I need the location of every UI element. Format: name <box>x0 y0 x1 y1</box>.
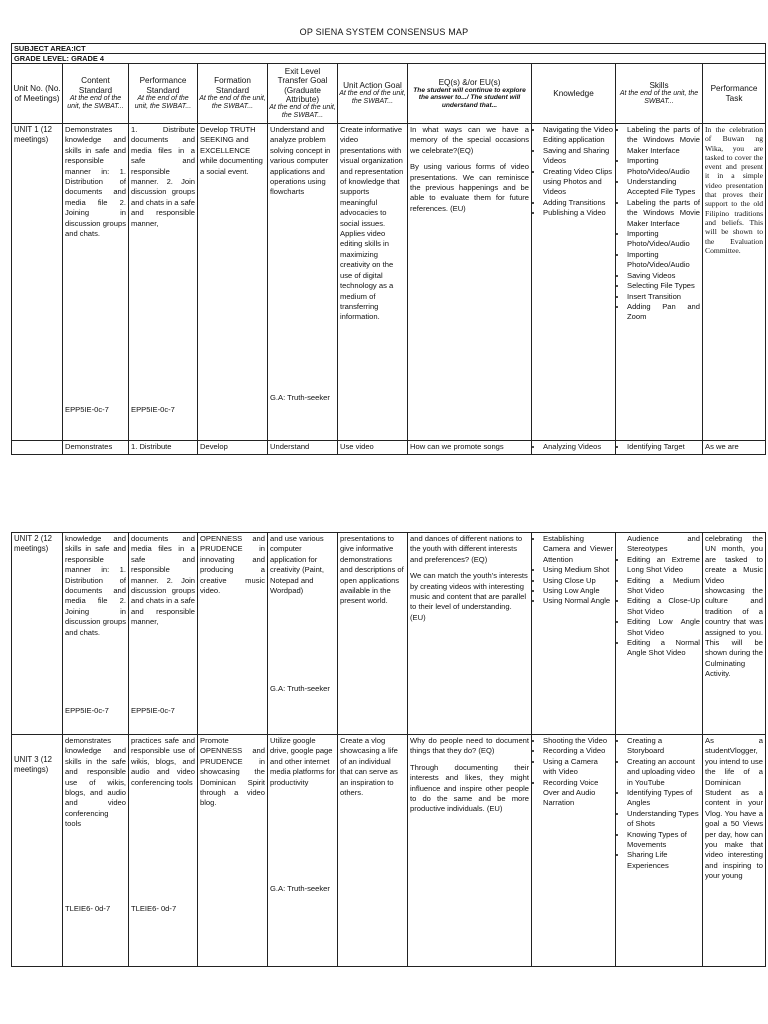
list-item: • Insert Transition <box>627 292 700 302</box>
document-title: OP SIENA SYSTEM CONSENSUS MAP <box>299 27 469 37</box>
list-item: • Using a Camera with Video <box>543 757 613 778</box>
table-row-unit-2-preview <box>12 441 766 455</box>
header-unit: Unit No. (No. of Meetings) <box>12 64 63 124</box>
list-item: • Recording a Video <box>543 746 613 756</box>
header-performance-task: Performance Task <box>703 64 766 124</box>
header-performance-standard: Performance Standard At the end of the unit, the SWBAT... <box>129 64 198 124</box>
unit-2-action-goal: presentations to give informative demonstrations and descriptions of open applications available in the present world. <box>338 533 408 735</box>
unit-2-preview-exit: Understand <box>268 441 338 455</box>
list-item: • Identifying Types of Angles <box>627 788 700 809</box>
unit-2-graduate-attribute: G.A: Truth-seeker <box>270 684 330 693</box>
list-item: • Labeling the parts of the Windows Movie Maker Interface <box>627 125 700 156</box>
list-item: • Editing a Close-Up Shot Video <box>627 596 700 617</box>
unit-2-preview-skills: • Identifying Target <box>616 441 703 455</box>
header-formation-standard: Formation Standard At the end of the unit, the SWBAT... <box>198 64 268 124</box>
unit-1-performance-task: In the celebration of Buwan ng Wika, you are tasked to cover the event and present it in a simple video presentation that proves their support to the old Filipino traditions and beliefs. This will be shown to the Evaluation Committee. <box>703 124 766 441</box>
unit-2-content-standard: knowledge and skills in safe and responsible manner in: 1. Distribution of documents and media file 2. Joining in discussion groups and chats. EPP5IE-0c-7 <box>63 533 129 735</box>
list-item: • Knowing Types of Movements <box>627 830 700 851</box>
unit-1-eq-eu: In what ways can we have a memory of the special occasions we celebrate?(EQ) By using various forms of video presentations. We can reminisce the previous happenings and be able to evaluate them for future references. (EU) <box>408 124 532 441</box>
list-item: • Editing Low Angle Shot Video <box>627 617 700 638</box>
list-item: • Sharing Life Experiences <box>627 850 700 871</box>
header-knowledge: Knowledge <box>532 64 616 124</box>
unit-2-formation-standard: OPENNESS and PRUDENCE in innovating and producing a creative music video. <box>198 533 268 735</box>
unit-3-graduate-attribute: G.A: Truth-seeker <box>270 884 330 893</box>
unit-2-preview-formation: Develop <box>198 441 268 455</box>
unit-2-performance-task: celebrating the UN month, you are tasked to create a Music Video showcasing the culture and tradition of a country that was assigned to you. This will be shown during the Culminating Activity. <box>703 533 766 735</box>
header-exit-level-goal: Exit Level Transfer Goal (Graduate Attribute) At the end of the unit, the SWBAT... <box>268 64 338 124</box>
unit-3-performance-standard: practices safe and responsible use of wikis, blogs, and audio and video conferencing tools TLEIE6- 0d-7 <box>129 735 198 967</box>
unit-2-content-code: EPP5IE-0c-7 <box>65 706 109 715</box>
list-item: • Creating an account and uploading video in YouTube <box>627 757 700 788</box>
list-item: • Saving Videos <box>627 271 700 281</box>
unit-1-exit-goal: Understand and analyze problem solving concept in various computer applications and operations using flowcharts G.A: Truth-seeker <box>268 124 338 441</box>
unit-1-content-standard: Demonstrates knowledge and skills in safe and responsible manner in: 1. Distribution of documents and media file 2. Joining in discussion groups and chats. EPP5IE-0c-7 <box>63 124 129 441</box>
unit-1-formation-standard: Develop TRUTH SEEKING and EXCELLENCE while documenting a social event. <box>198 124 268 441</box>
list-item: • Using Low Angle <box>543 586 613 596</box>
unit-2-preview-content: Demonstrates <box>63 441 129 455</box>
list-item: • Importing Photo/Video/Audio <box>627 229 700 250</box>
list-item: • Using Close Up <box>543 576 613 586</box>
unit-1-performance-code: EPP5IE-0c-7 <box>131 405 175 414</box>
consensus-map-page-2 <box>11 532 765 968</box>
unit-2-knowledge <box>532 533 616 735</box>
unit-2-preview-knowledge: • Analyzing Videos <box>532 441 616 455</box>
unit-1-graduate-attribute: G.A: Truth-seeker <box>270 393 330 402</box>
list-item: • Editing a Normal Angle Shot Video <box>627 638 700 659</box>
table-row-unit-3 <box>12 735 766 967</box>
unit-3-performance-code: TLEIE6- 0d-7 <box>131 904 177 913</box>
list-item: • Editing an Extreme Long Shot Video <box>627 555 700 576</box>
unit-2-skills: Audience and Stereotypes • Editing an Extreme Long Shot Video • Editing a Medium Shot Video • Editing a Close-Up Shot Video • Editing Low Angle Shot Video • Editing a Normal Angle Shot Video <box>616 533 703 735</box>
table-row-unit-2 <box>12 533 766 735</box>
list-item: • Adding Pan and Zoom <box>627 302 700 323</box>
unit-3-knowledge <box>532 735 616 967</box>
unit-1-action-goal: Create informative video presentations with visual organization and representation of knowledge that supports meaningful advocacies to social issues. Applies video editing skills in maximizing creativity on the use of digital technology as a medium of transferring information. <box>338 124 408 441</box>
list-item: • Labeling the parts of the Windows Movie Maker Interface <box>627 198 700 229</box>
unit-3-action-goal: Create a vlog showcasing a life of an individual that can serve as an inspiration to others. <box>338 735 408 967</box>
consensus-map-table-continued <box>11 532 766 967</box>
unit-2-performance-standard: documents and media files in a safe and responsible manner. 2. Join discussion groups and chats in a safe and responsible manner, EPP5IE-0c-7 <box>129 533 198 735</box>
unit-1-performance-standard: 1. Distribute documents and media files in a safe and responsible manner. 2. Join discussion groups and chats in a safe and responsible manner, EPP5IE-0c-7 <box>129 124 198 441</box>
unit-1-content-code: EPP5IE-0c-7 <box>65 405 109 414</box>
list-item: • Creating Video Clips using Photos and Videos <box>543 167 613 198</box>
table-row-unit-1 <box>12 124 766 441</box>
unit-2-preview-eq: How can we promote songs <box>408 441 532 455</box>
unit-3-performance-task: As a studentVlogger, you intend to use the life of a Dominican Student as a content in your Vlog. You have a goal a 50 Views per day, how can you make that video interesting and inspiring to your young <box>703 735 766 967</box>
subject-area: SUBJECT AREA:ICT <box>12 44 766 54</box>
list-item: • Saving and Sharing Videos <box>543 146 613 167</box>
unit-2-preview-performance: 1. Distribute <box>129 441 198 455</box>
unit-2-label: UNIT 2 (12 meetings) <box>12 533 63 735</box>
unit-1-label: UNIT 1 (12 meetings) <box>12 124 63 441</box>
list-item: • Creating a Storyboard <box>627 736 700 757</box>
list-item: • Understanding Accepted File Types <box>627 177 700 198</box>
unit-3-eq-eu: Why do people need to document things that they do? (EQ) Through documenting their interests and likes, they might influence and inspire other people to do the same and be more productive individuals. (EU) <box>408 735 532 967</box>
unit-2-preview-action: Use video <box>338 441 408 455</box>
list-item: • Understanding Types of Shots <box>627 809 700 830</box>
unit-3-label: UNIT 3 (12 meetings) <box>12 735 63 967</box>
unit-3-formation-standard: Promote OPENNESS and PRUDENCE in showcasing the Dominican Spirit through a video blog. <box>198 735 268 967</box>
list-item: • Recording Voice Over and Audio Narration <box>543 778 613 809</box>
list-item: • Selecting File Types <box>627 281 700 291</box>
list-item: • Editing a Medium Shot Video <box>627 576 700 597</box>
list-item: • Using Medium Shot <box>543 565 613 575</box>
list-item: • Importing Photo/Video/Audio <box>627 156 700 177</box>
list-item: • Shooting the Video <box>543 736 613 746</box>
unit-3-content-code: TLEIE6- 0d-7 <box>65 904 111 913</box>
list-item: • Adding Transitions <box>543 198 613 208</box>
grade-level: GRADE LEVEL: GRADE 4 <box>12 54 766 64</box>
unit-3-exit-goal: Utilize google drive, google page and other internet media platforms for productivity G.A: Truth-seeker <box>268 735 338 967</box>
list-item: • Publishing a Video <box>543 208 613 218</box>
unit-3-skills <box>616 735 703 967</box>
unit-2-performance-code: EPP5IE-0c-7 <box>131 706 175 715</box>
list-item: • Importing Photo/Video/Audio <box>627 250 700 271</box>
unit-1-skills <box>616 124 703 441</box>
list-item: • Using Normal Angle <box>543 596 613 606</box>
consensus-map-page-1 <box>11 43 765 473</box>
header-content-standard: Content Standard At the end of the unit, the SWBAT... <box>63 64 129 124</box>
unit-1-knowledge <box>532 124 616 441</box>
header-eq-eu: EQ(s) &/or EU(s) The student will continue to explore the answer to.../ The student will understand that... <box>408 64 532 124</box>
list-item: • Navigating the Video Editing application <box>543 125 613 146</box>
unit-2-exit-goal: and use various computer application for creativity (Paint, Notepad and Wordpad) G.A: Truth-seeker <box>268 533 338 735</box>
list-item: • Establishing Camera and Viewer Attention <box>543 534 613 565</box>
unit-2-preview-task: As we are <box>703 441 766 455</box>
unit-2-eq-eu: and dances of different nations to the youth with different interests and preferences? (EQ) We can match the youth's interests by creating videos with interesting music and content that are parallel to their level of understanding. (EU) <box>408 533 532 735</box>
header-skills: Skills At the end of the unit, the SWBAT... <box>616 64 703 124</box>
unit-3-content-standard: demonstrates knowledge and skills in the safe and responsible use of wikis, blogs, and audio and video conferencing tools TLEIE6- 0d-7 <box>63 735 129 967</box>
consensus-map-table <box>11 43 766 455</box>
header-unit-action-goal: Unit Action Goal At the end of the unit, the SWBAT... <box>338 64 408 124</box>
